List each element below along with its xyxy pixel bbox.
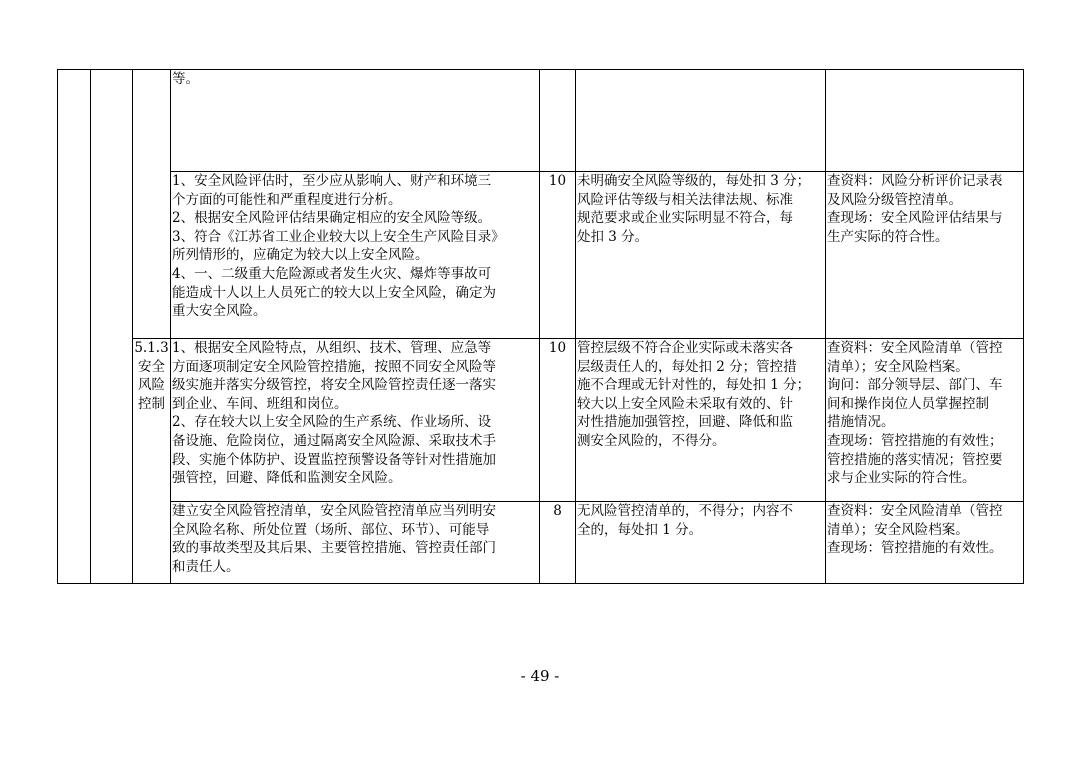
content-line: 3、符合《江苏省工业企业较大以上安全生产风险目录》 — [172, 228, 505, 245]
deduction-cell — [576, 172, 826, 339]
deduction-line: 风险评估等级与相关法律法规、标准 — [577, 191, 793, 208]
content-line: 等。 — [172, 71, 199, 87]
content-cell — [171, 502, 540, 584]
method-line: 清单）；安全风险档案。 — [827, 521, 969, 538]
content-line: 强管控，回避、降低和监测安全风险。 — [172, 470, 402, 487]
method-line: 查资料：安全风险清单（管控 — [827, 503, 1003, 519]
evaluation-table — [57, 69, 1024, 584]
method-cell — [826, 502, 1024, 584]
content-cell — [171, 172, 540, 339]
score-cell — [540, 172, 576, 339]
content-line: 重大安全风险。 — [172, 303, 267, 320]
section-title-line: 安全 — [138, 358, 165, 375]
deduction-line: 对性措施加强管控，回避、降低和监 — [577, 414, 793, 431]
content-line: 2、根据安全风险评估结果确定相应的安全风险等级。 — [172, 210, 492, 227]
score-cell — [540, 339, 576, 502]
score-cell — [540, 70, 576, 172]
content-line: 到企业、车间、班组和岗位。 — [172, 395, 348, 412]
section-title-line: 风险 — [138, 377, 165, 394]
deduction-cell — [576, 339, 826, 502]
method-line: 措施情况。 — [827, 414, 895, 431]
content-line: 致的事故类型及其后果、主要管控措施、管控责任部门 — [172, 540, 496, 557]
deduction-cell — [576, 502, 826, 584]
score-value: 10 — [548, 340, 567, 356]
method-line: 清单）；安全风险档案。 — [827, 358, 969, 375]
method-line: 查现场：管控措施的有效性； — [827, 432, 1003, 449]
section-cell — [133, 339, 171, 584]
table-row — [58, 339, 1024, 502]
item-cell — [133, 70, 171, 339]
method-line: 管控措施的落实情况；管控要 — [827, 451, 1003, 468]
table-row — [58, 502, 1024, 584]
content-line: 全风险名称、所处位置（场所、部位、环节）、可能导 — [172, 521, 490, 538]
deduction-line: 规范要求或企业实际明显不符合，每 — [577, 210, 793, 227]
method-line: 查现场：管控措施的有效性。 — [827, 540, 1003, 557]
subcategory-cell — [91, 70, 133, 584]
deduction-line: 测安全风险的，不得分。 — [577, 432, 726, 449]
method-line: 查资料：安全风险清单（管控 — [827, 340, 1003, 356]
content-line: 所列情形的，应确定为较大以上安全风险。 — [172, 247, 429, 264]
category-cell — [58, 70, 91, 584]
table-row — [58, 172, 1024, 339]
method-line: 询问：部分领导层、部门、车 — [827, 377, 1003, 394]
content-line: 1、根据安全风险特点，从组织、技术、管理、应急等 — [172, 340, 492, 356]
content-cell — [171, 339, 540, 502]
content-line: 建立安全风险管控清单，安全风险管控清单应当列明安 — [172, 503, 496, 519]
deduction-cell — [576, 70, 826, 172]
table-row — [58, 70, 1024, 172]
section-title-line: 控制 — [138, 395, 165, 412]
score-cell — [540, 502, 576, 584]
content-line: 段、实施个体防护、设置监控预警设备等针对性措施加 — [172, 451, 496, 468]
content-line: 能造成十人以上人员死亡的较大以上安全风险，确定为 — [172, 284, 496, 301]
deduction-line: 无风险管控清单的，不得分；内容不 — [577, 503, 793, 519]
content-line: 4、一、二级重大危险源或者发生火灾、爆炸等事故可 — [172, 265, 492, 282]
content-line: 个方面的可能性和严重程度进行分析。 — [172, 191, 402, 208]
deduction-line: 全的，每处扣 1 分。 — [577, 521, 703, 538]
deduction-line: 施不合理或无针对性的，每处扣 1 分； — [577, 377, 811, 394]
method-line: 查现场：安全风险评估结果与 — [827, 210, 1003, 227]
score-value: 8 — [553, 503, 562, 519]
method-cell — [826, 172, 1024, 339]
deduction-line: 未明确安全风险等级的，每处扣 3 分； — [577, 173, 811, 189]
page-number: - 49 - — [520, 667, 560, 685]
content-line: 1、安全风险评估时，至少应从影响人、财产和环境三 — [172, 173, 492, 189]
method-line: 生产实际的符合性。 — [827, 228, 949, 245]
score-value: 10 — [548, 173, 567, 189]
method-line: 及风险分级管控清单。 — [827, 191, 962, 208]
content-cell — [171, 70, 540, 172]
content-line: 2、存在较大以上安全风险的生产系统、作业场所、设 — [172, 414, 492, 431]
deduction-line: 层级责任人的，每处扣 2 分；管控措 — [577, 358, 797, 375]
method-line: 查资料：风险分析评价记录表 — [827, 173, 1003, 189]
content-line: 备设施、危险岗位，通过隔离安全风险源、采取技术手 — [172, 432, 496, 449]
method-cell — [826, 339, 1024, 502]
section-number: 5.1.3 — [134, 340, 169, 356]
content-line: 和责任人。 — [172, 558, 240, 575]
deduction-line: 管控层级不符合企业实际或未落实各 — [577, 340, 793, 356]
content-line: 方面逐项制定安全风险管控措施，按照不同安全风险等 — [172, 358, 496, 375]
method-line: 求与企业实际的符合性。 — [827, 470, 976, 487]
deduction-line: 较大以上安全风险未采取有效的、针 — [577, 395, 793, 412]
deduction-line: 处扣 3 分。 — [577, 228, 649, 245]
method-line: 间和操作岗位人员掌握控制 — [827, 395, 989, 412]
method-cell — [826, 70, 1024, 172]
content-line: 级实施并落实分级管控，将安全风险管控责任逐一落实 — [172, 377, 496, 394]
